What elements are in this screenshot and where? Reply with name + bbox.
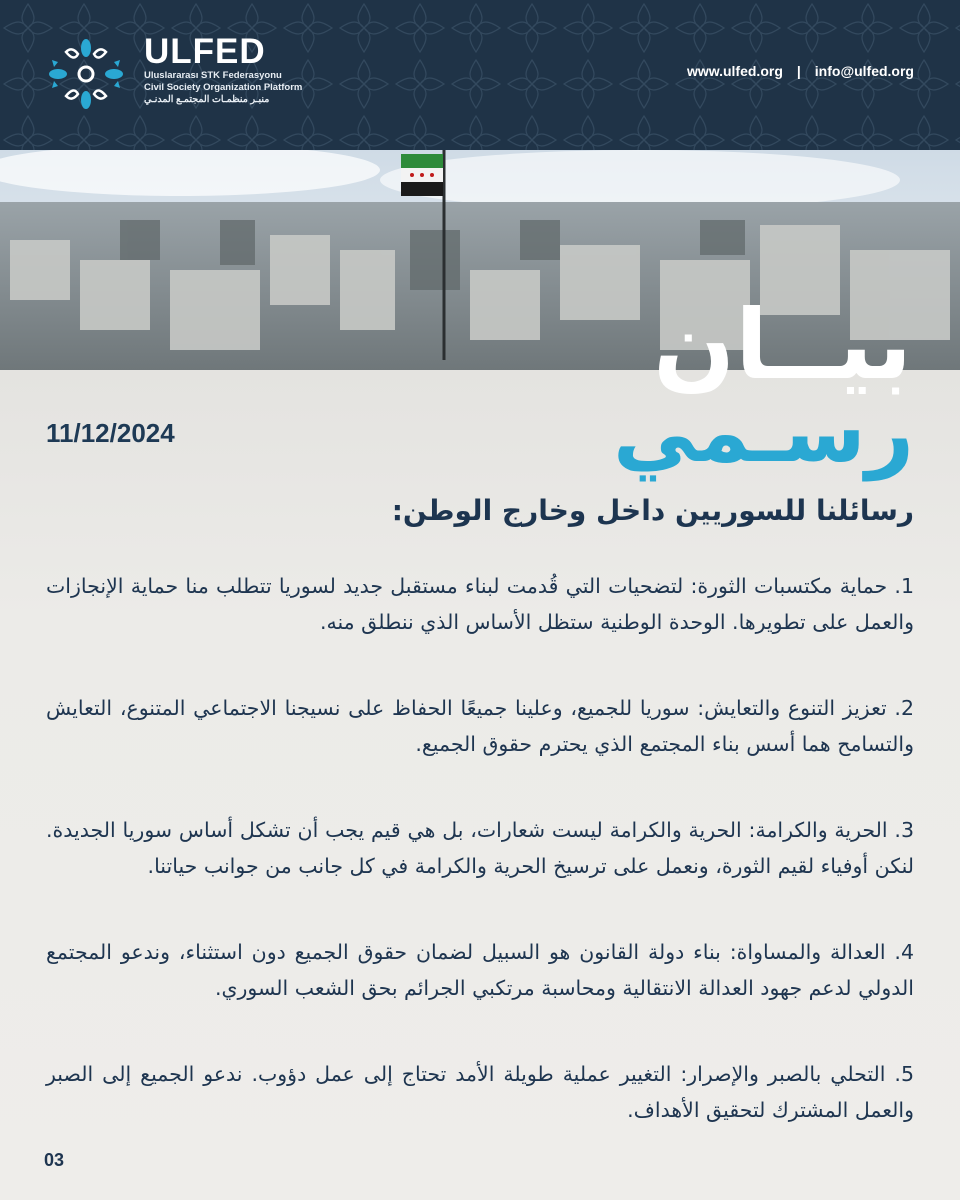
brand-line-turkish: Uluslararası STK Federasyonu — [144, 70, 282, 81]
contact-info — [687, 63, 914, 79]
paragraph-5: 5. التحلي بالصبر والإصرار: التغيير عملية طويلة الأمد تحتاج إلى عمل دؤوب. ندعو الجميع إلى الصبر والعمل المشترك لتحقيق الأهداف. — [46, 1062, 914, 1122]
statement-heading: رسائلنا للسوريين داخل وخارج الوطن: — [391, 494, 914, 527]
paragraph-4: 4. العدالة والمساواة: بناء دولة القانون هو السبيل لضمان حقوق الجميع دون استثناء، وندعو المجتمع الدولي لدعم جهود العدالة الانتقالية ومحاسبة مرتكبي الجرائم بحق الشعب السوري. — [46, 940, 914, 1000]
header-bar — [0, 0, 960, 150]
brand-line-arabic: منبـر منظمـات المجتمـع المدنـي — [144, 94, 270, 105]
page-number: 03 — [44, 1150, 65, 1170]
paragraph-1: 1. حماية مكتسبات الثورة: لتضحيات التي قُدمت لبناء مستقبل جديد لسوريا تتطلب منا حماية الإنجازات والعمل على تطويرها. الوحدة الوطنية ستظل الأساس الذي ننطلق منه. — [46, 574, 914, 634]
brand-name: ULFED — [144, 32, 266, 71]
paragraph-2: 2. تعزيز التنوع والتعايش: سوريا للجميع، وعلينا جميعًا الحفاظ على نسيجنا الاجتماعي المتنوع، التعايش والتسامح هما أسس بناء المجتمع الذي يحترم حقوق الجميع. — [46, 696, 914, 756]
website-link[interactable]: www.ulfed.org — [686, 63, 783, 79]
title-statement: بيــان — [653, 289, 912, 401]
title-official: رسـمي — [613, 383, 914, 481]
statement-date: 11/12/2024 — [46, 418, 175, 448]
email-link[interactable]: info@ulfed.org — [814, 63, 914, 79]
flag-icon — [401, 154, 443, 196]
paragraph-3: 3. الحرية والكرامة: الحرية والكرامة ليست شعارات، بل هي قيم يجب أن تشكل أساس سوريا الجديدة. لنكن أوفياء لقيم الثورة، ونعمل على ترسيخ الحرية والكرامة في كل جانب من جوانب حياتنا. — [46, 818, 914, 878]
contact-separator: | — [796, 63, 801, 79]
brand-block — [144, 34, 302, 106]
brand-line-english: Civil Society Organization Platform — [144, 82, 303, 93]
ulfed-flower-logo-icon — [44, 36, 128, 112]
